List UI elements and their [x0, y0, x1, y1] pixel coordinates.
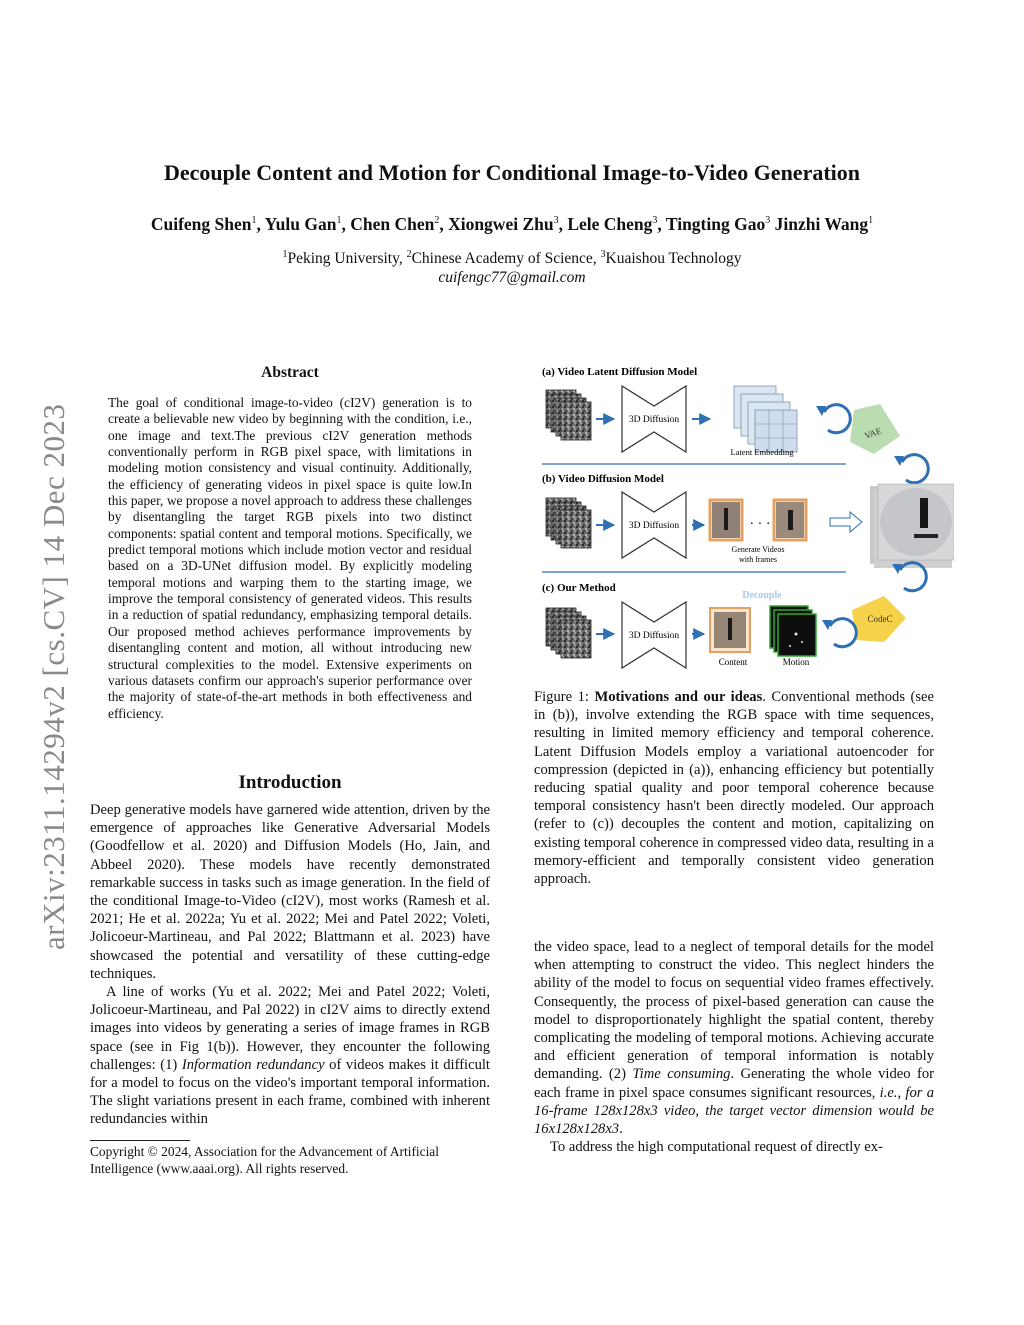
intro-paragraph-3: the video space, lead to a neglect of temporal details for the model when attempting to construct the video. This neglect hinders the ability of the model to focus on sequential video frames effectively. Consequently, the process of pixel-based generation can cause the model to disproportionately highlight the spatial content, thereby complicating the modeling of temporal motions. Achieving accurate and efficient generation of temporal information is notably demanding. (2) Time consuming. Generating the whole video for each frame in pixel space consumes significant resources, i.e., for a 16-frame 128x128x3 video, the target vector dimension would be 16x128x128x3. — [534, 939, 935, 1138]
unet-a — [622, 386, 686, 452]
diffusion-label-b: 3D Diffusion — [628, 521, 680, 531]
affiliations: $^1$Peking University, $^2$Chinese Academy of Science, $^3$Kuaishou Technology — [282, 249, 742, 268]
author: Lele Cheng$^3$, — [567, 214, 666, 234]
unet-b — [622, 492, 686, 558]
introduction-left-column — [90, 801, 490, 1129]
hollow-arrow — [830, 512, 862, 532]
cycle-arrow-1 — [816, 405, 850, 433]
abstract-text: The goal of conditional image-to-video (cI2V) generation is to create a believable new video by beginning with the condition, i.e., one image and text.The previous cI2V generation methods conventionally perform in RGB pixel space, with limitations in modeling motion consistency and visual continuity. Additionally, the efficiency of generating videos in pixel space is quite low.In this paper, we propose a novel approach to address these challenges by disentangling the target RGB pixels into two distinct components: spatial content and temporal motions. Specifically, we predict temporal motions which include motion vector and residual based on a 3D-UNet diffusion model. By explicitly modeling temporal motions and warping them to the starting image, we improve the temporal consistency of generated videos. This results in a reduction of spatial redundancy, emphasizing temporal details. Our proposed method achieves performance improvements by disentangling content and motion, all without introducing new structural complexities to the model. Extensive experiments on various datasets confirm our approach's superior performance over the majority of state-of-the-art methods in both effectiveness and efficiency. — [108, 395, 472, 721]
introduction-heading: Introduction — [238, 772, 342, 793]
author: Yulu Gan$^1$, — [264, 214, 351, 234]
decouple-label: Decouple — [742, 590, 782, 601]
latent-embedding-label: Latent Embedding — [730, 447, 794, 457]
arxiv-identifier: arXiv:2311.14294v2 [cs.CV] 14 Dec 2023 — [36, 403, 71, 950]
figure-1 — [534, 358, 954, 678]
author: Cuifeng Shen$^1$, — [150, 214, 265, 234]
noise-stack-c — [546, 608, 591, 658]
motion-frames — [770, 606, 816, 656]
figure-label-c: (c) Our Method — [542, 582, 616, 594]
introduction-right-column — [534, 938, 934, 1156]
latent-embedding-block — [734, 386, 797, 452]
footnote-rule — [90, 1140, 190, 1141]
generate-videos-label: Generate Videos — [731, 545, 785, 554]
noise-stack-a — [546, 390, 591, 440]
motion-label: Motion — [782, 657, 810, 667]
abstract-heading: Abstract — [261, 364, 319, 381]
content-frame — [710, 608, 750, 652]
figure-1-caption: Figure 1: Motivations and our ideas. Conventional methods (see in (b)), involve extending the RGB space with time sequences, resulting in limited memory efficiency and temporal coherence. Latent Diffusion Models employ a variational autoencoder for compression (depicted in (a)), enhancing efficiency but potentially reducing spatial quality and poor temporal coherence because temporal consistency hasn't been directly modeled. Our approach (refer to (c)) decouples the content and motion, capitalizing on existing temporal coherence in compressed video data, resulting in a memory-efficient and temporally consistent video generation approach. — [534, 689, 934, 888]
video-frame-2 — [774, 500, 806, 540]
with-frames-label: with frames — [739, 555, 777, 564]
author-list — [0, 214, 1024, 235]
paper-title: Decouple Content and Motion for Conditional Image-to-Video Generation — [163, 160, 861, 185]
noise-stack-b — [546, 498, 591, 548]
figure-label-b: (b) Video Diffusion Model — [542, 473, 664, 485]
copyright-footnote: Copyright © 2024, Association for the Advancement of Artificial Intelligence (www.aaai.org). All rights reserved. — [90, 1144, 439, 1176]
vae-label: VAE — [863, 425, 883, 441]
intro-paragraph-4: To address the high computational request of directly ex- — [550, 1139, 883, 1156]
codec-diamond — [852, 596, 906, 642]
author: Chen Chen$^2$, — [350, 214, 449, 234]
figure-label-a: (a) Video Latent Diffusion Model — [542, 366, 698, 378]
vae-diamond — [850, 404, 900, 454]
author: Jinzhi Wang$^1$ — [774, 214, 874, 234]
frames-ellipsis: · · · — [749, 517, 771, 532]
codec-label: CodeC — [867, 614, 893, 624]
author: Tingting Gao$^3$ — [665, 214, 771, 234]
video-frame-1 — [710, 500, 742, 540]
unet-c — [622, 602, 686, 668]
cycle-arrow-2 — [894, 455, 928, 483]
diffusion-label-c: 3D Diffusion — [628, 631, 680, 641]
content-label: Content — [718, 657, 748, 667]
diffusion-label-a: 3D Diffusion — [628, 415, 680, 425]
intro-paragraph-1: Deep generative models have garnered wide attention, driven by the emergence of approaches like Generative Adversarial Models (Goodfellow et al. 2020) and Diffusion Models (Ho, Jain, and Abbeel 2020). These models have recently demonstrated remarkable success in tasks such as image generation. In the field of the conditional Image-to-Video (cI2V), most works (Ramesh et al. 2021; He et al. 2022a; Yu et al. 2022; Mei and Patel 2022; Voleti, Jolicoeur-Martineau, and Pal 2022; Blattmann et al. 2023) have showcased the potential and versatility of these cutting-edge techniques. — [90, 802, 490, 982]
output-video-frames — [870, 484, 954, 568]
intro-paragraph-2: A line of works (Yu et al. 2022; Mei and Patel 2022; Voleti, Jolicoeur-Martineau, and Pal 2022) in cI2V aims to directly extend images into videos by generating a series of image frames in RGB space (see in Fig 1(b)). However, they encounter the following challenges: (1) Information redundancy of videos makes it difficult for a model to focus on the video's important temporal information. The slight variations present in each frame, combined with inherent redundancies within — [90, 984, 490, 1128]
author-email[interactable]: cuifengc77@gmail.com — [438, 269, 586, 286]
cycle-arrow-4 — [822, 619, 856, 647]
author: Xiongwei Zhu$^3$, — [448, 214, 568, 234]
